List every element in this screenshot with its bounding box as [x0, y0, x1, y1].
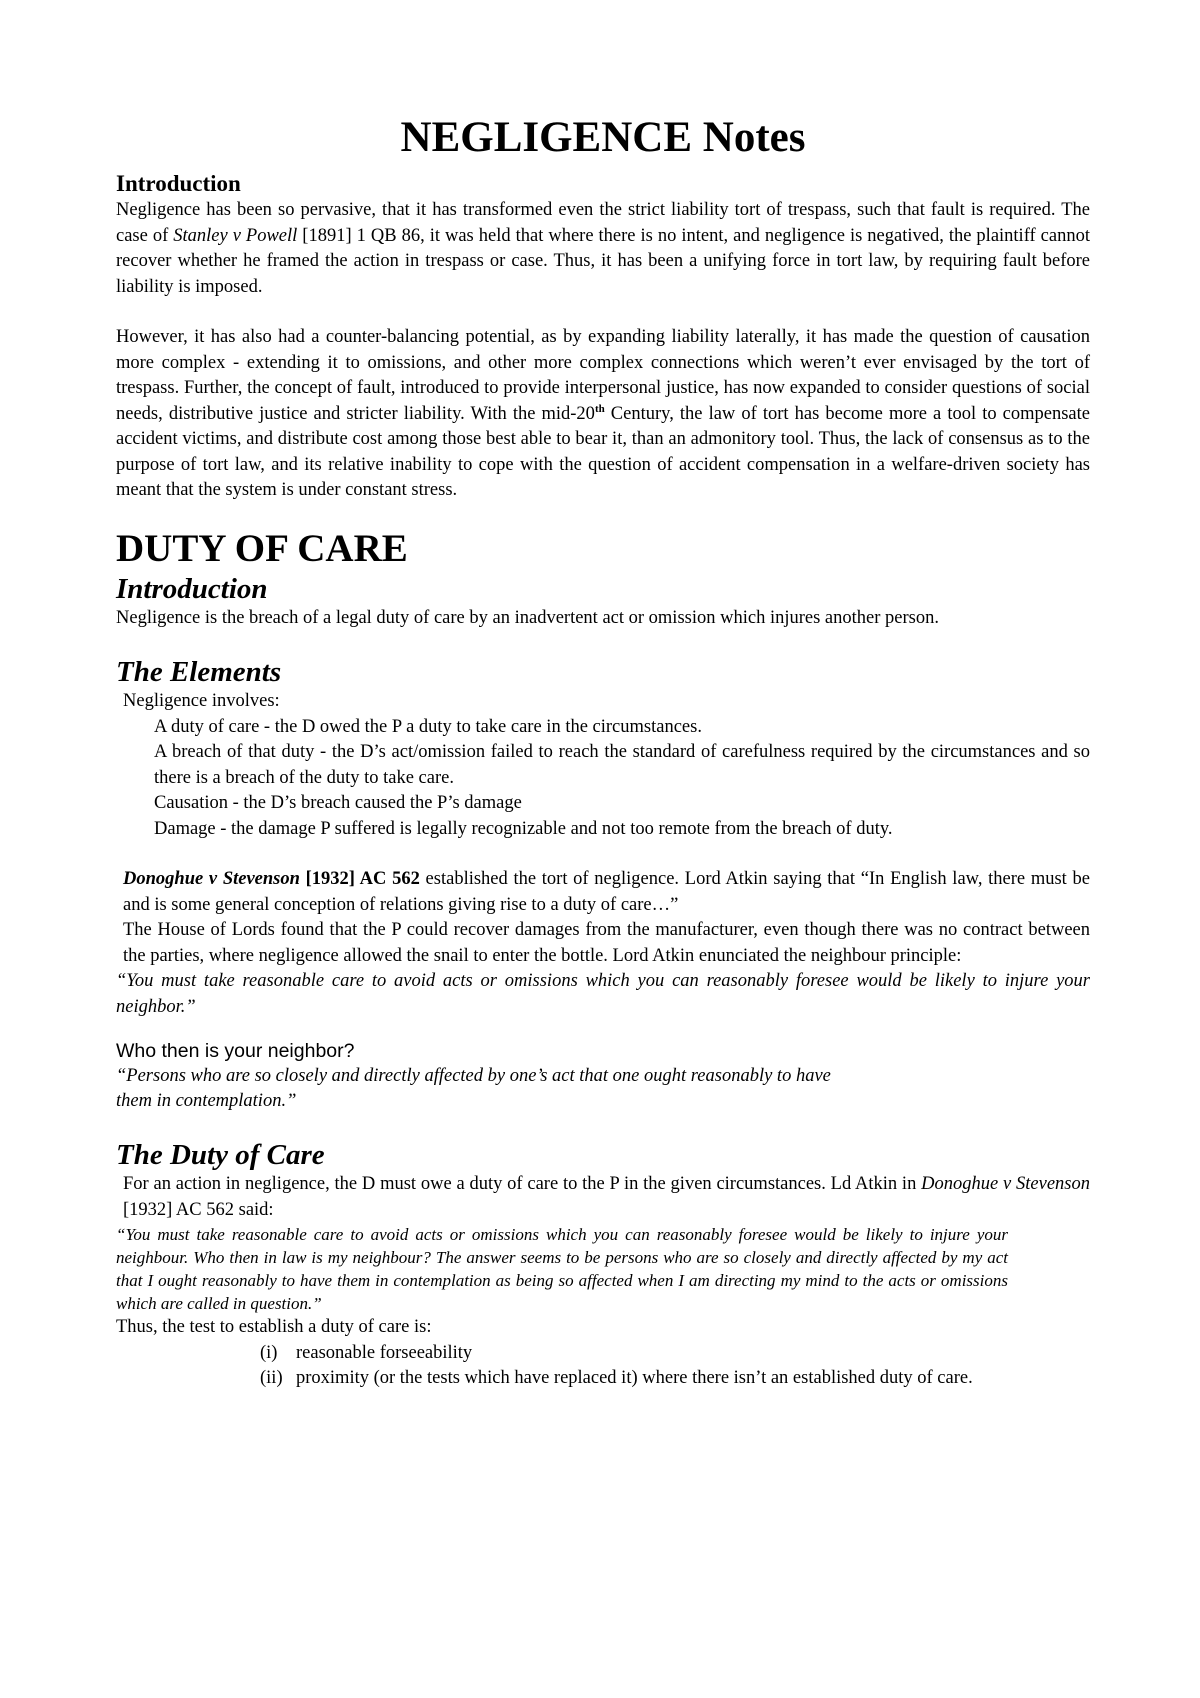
atkin-quote: “You must take reasonable care to avoid acts or omissions which you can reasonably foresee would be likely to injure your neighbour. Who then in law is my neighbour? The answer seems to be persons who are so closely and directly affected by my act that I ought reasonably to have them in contemplation as being so affected when I am directing my mind to the acts or omissions which are called in question.” [116, 1225, 1008, 1313]
case-citation: [1932] AC 562 [305, 869, 420, 889]
paragraph-gap [116, 842, 1090, 867]
list-text: reasonable forseeability [296, 1342, 473, 1363]
intro-p1-text-a: Negligence has been so pervasive, that it has transformed even the strict liability tort of trespass, such that fault is required. The case of [116, 200, 1090, 246]
introduction-heading: Introduction [116, 171, 241, 196]
superscript-th: th [594, 402, 605, 415]
list-item: A breach of that duty - the D’s act/omission failed to reach the standard of carefulness required by the circumstances and so there is a breach of the duty to take care. [154, 742, 1090, 788]
neighbor-quote-line-2: them in contemplation.” [116, 1091, 297, 1111]
duty-of-care-heading: DUTY OF CARE [116, 526, 408, 570]
list-item: Causation - the D’s breach caused the P’s damage [154, 793, 522, 813]
elements-heading: The Elements [116, 656, 282, 688]
test-lead: Thus, the test to establish a duty of care is: [116, 1317, 432, 1337]
introduction-paragraph-1 [116, 198, 1090, 300]
house-of-lords-paragraph: The House of Lords found that the P could recover damages from the manufacturer, even though there was no contract between the parties, where negligence allowed the snail to enter the bottle. Lord Atkin enunciated the neighbour principle: [123, 920, 1090, 966]
intro-p1-text-b: [1891] 1 QB 86, it was held that where there is no intent, and negligence is negatived, the plaintiff cannot recover whether he framed the action in trespass or case. Thus, it has been a unifying force in tort law, by requiring fault before liability is imposed. [116, 225, 1090, 297]
elements-lead: Negligence involves: [123, 691, 280, 711]
page-title: NEGLIGENCE Notes [400, 114, 806, 161]
list-number: (ii) [260, 1367, 283, 1388]
donoghue-text: established the tort of negligence. Lord Atkin saying that “In English law, there must be and is some general conception of relations giving rise to a duty of care…” [123, 869, 1090, 915]
elements-list [116, 715, 1090, 843]
donoghue-paragraph [116, 867, 1090, 918]
duty-introduction-heading: Introduction [116, 572, 268, 605]
paragraph-gap [116, 300, 1090, 325]
case-name-donoghue: Donoghue v Stevenson [123, 869, 300, 889]
intro-p2-text-a: However, it has also had a counter-balancing potential, as by expanding liability laterally, it has made the question of causation more complex - extending it to omissions, and other more complex connections which weren’t ever envisaged by the tort of trespass. Further, the concept of fault, introduced to provide interpersonal justice, has now expanded to consider questions of social needs, distributive justice and stricter liability. With the mid-20 [116, 327, 1090, 424]
duty-of-care-subheading: The Duty of Care [116, 1139, 325, 1171]
duty-introduction-text: Negligence is the breach of a legal duty of care by an inadvertent act or omission which injures another person. [116, 607, 939, 628]
neighbor-question: Who then is your neighbor? [116, 1040, 355, 1062]
list-item: A duty of care - the D owed the P a duty to take care in the circumstances. [154, 716, 702, 737]
neighbour-principle-quote: “You must take reasonable care to avoid acts or omissions which you can reasonably foresee would be likely to injure your neighbor.” [116, 971, 1090, 1017]
test-list [116, 1341, 1090, 1391]
case-name-donoghue-2: Donoghue v Stevenson [921, 1174, 1090, 1194]
neighbor-quote [116, 1064, 1026, 1114]
duty-paragraph [116, 1172, 1090, 1223]
list-number: (i) [260, 1342, 278, 1363]
case-name-stanley: Stanley v Powell [173, 225, 298, 246]
list-text: proximity (or the tests which have replaced it) where there isn’t an established duty of care. [296, 1367, 973, 1388]
neighbor-quote-line-1: “Persons who are so closely and directly affected by one’s act that one ought reasonably to have [116, 1066, 831, 1086]
list-item [260, 1341, 1050, 1366]
duty-text-b: [1932] AC 562 said: [123, 1199, 274, 1220]
list-item: Damage - the damage P suffered is legally recognizable and not too remote from the breach of duty. [154, 818, 893, 839]
intro-p2-text-b: Century, the law of tort has become more a tool to compensate accident victims, and distribute cost among those best able to bear it, than an admonitory tool. Thus, the lack of consensus as to the purpose of tort law, and its relative inability to cope with the question of accident compensation in a welfare-driven society has meant that the system is under constant stress. [116, 403, 1090, 500]
introduction-paragraph-2 [116, 325, 1090, 504]
list-item [260, 1366, 1050, 1391]
duty-text-a: For an action in negligence, the D must owe a duty of care to the P in the given circumstances. Ld Atkin in [123, 1174, 922, 1194]
